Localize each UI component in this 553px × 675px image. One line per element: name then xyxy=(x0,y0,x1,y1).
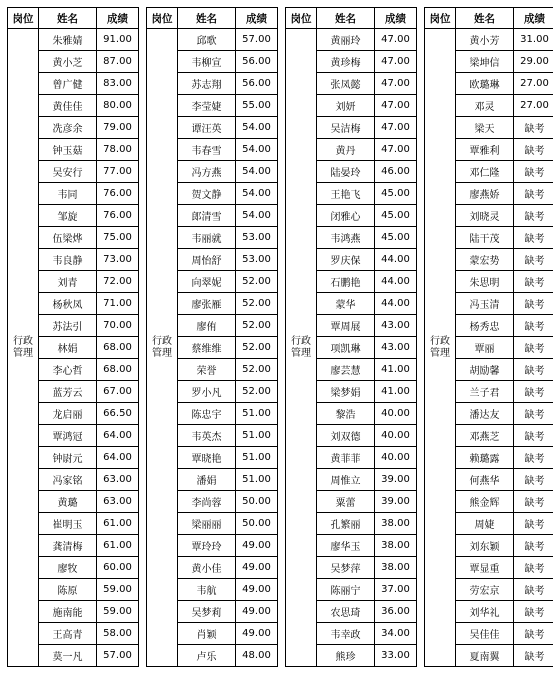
score-cell: 73.00 xyxy=(97,249,139,270)
header-row xyxy=(424,7,553,29)
name-cell: 韦英杰 xyxy=(178,425,236,446)
name-cell: 崔明玉 xyxy=(39,513,97,534)
name-cell: 韦幸政 xyxy=(317,623,375,644)
score-cell: 47.00 xyxy=(375,73,417,94)
score-cell: 缺考 xyxy=(514,249,553,270)
score-cell: 52.00 xyxy=(236,337,278,358)
score-cell: 44.00 xyxy=(375,271,417,292)
score-cell: 缺考 xyxy=(514,535,553,556)
name-cell: 刘东颖 xyxy=(456,535,514,556)
name-cell: 覃丽 xyxy=(456,337,514,358)
name-cell: 陈丽宁 xyxy=(317,579,375,600)
score-cell: 71.00 xyxy=(97,293,139,314)
score-cell: 缺考 xyxy=(514,293,553,314)
name-cell: 项凯琳 xyxy=(317,337,375,358)
header-name: 姓名 xyxy=(317,8,375,28)
score-cell: 51.00 xyxy=(236,447,278,468)
score-cell: 43.00 xyxy=(375,337,417,358)
header-position: 岗位 xyxy=(146,8,178,28)
name-cell: 劳宏京 xyxy=(456,579,514,600)
score-cell: 缺考 xyxy=(514,381,553,402)
score-cell: 47.00 xyxy=(375,95,417,116)
name-cell: 胡励馨 xyxy=(456,359,514,380)
position-label: 行政管理 xyxy=(13,335,33,359)
score-cell: 53.00 xyxy=(236,227,278,248)
name-cell: 林娟 xyxy=(39,337,97,358)
name-cell: 廖华玉 xyxy=(317,535,375,556)
score-cell: 64.00 xyxy=(97,425,139,446)
name-cell: 李莹婕 xyxy=(178,95,236,116)
name-cell: 黄丽玲 xyxy=(317,29,375,50)
score-cell: 44.00 xyxy=(375,249,417,270)
name-cell: 韦同 xyxy=(39,183,97,204)
score-cell: 54.00 xyxy=(236,161,278,182)
name-cell: 熊珍 xyxy=(317,645,375,666)
score-table-4 xyxy=(424,7,553,667)
score-cell: 27.00 xyxy=(514,95,553,116)
score-cell: 52.00 xyxy=(236,293,278,314)
header-row xyxy=(285,7,417,29)
name-cell: 龙启丽 xyxy=(39,403,97,424)
name-cell: 蒙华 xyxy=(317,293,375,314)
score-cell: 缺考 xyxy=(514,491,553,512)
score-cell: 58.00 xyxy=(97,623,139,644)
score-cell: 52.00 xyxy=(236,271,278,292)
score-cell: 31.00 xyxy=(514,29,553,50)
score-cell: 44.00 xyxy=(375,293,417,314)
score-cell: 54.00 xyxy=(236,117,278,138)
score-cell: 缺考 xyxy=(514,557,553,578)
name-cell: 周婕 xyxy=(456,513,514,534)
name-cell: 邱歌 xyxy=(178,29,236,50)
score-cell: 缺考 xyxy=(514,359,553,380)
position-merged-cell xyxy=(7,29,39,667)
score-cell: 缺考 xyxy=(514,117,553,138)
name-cell: 廖芸慧 xyxy=(317,359,375,380)
name-cell: 韦春雪 xyxy=(178,139,236,160)
score-cell: 49.00 xyxy=(236,623,278,644)
score-cell: 29.00 xyxy=(514,51,553,72)
name-cell: 熊金辉 xyxy=(456,491,514,512)
header-score: 成绩 xyxy=(514,8,553,28)
name-cell: 莫一凡 xyxy=(39,645,97,666)
name-cell: 梁梦娟 xyxy=(317,381,375,402)
name-cell: 李心哲 xyxy=(39,359,97,380)
header-name: 姓名 xyxy=(39,8,97,28)
name-cell: 韦丽就 xyxy=(178,227,236,248)
score-cell: 64.00 xyxy=(97,447,139,468)
score-cell: 47.00 xyxy=(375,29,417,50)
position-merged-cell xyxy=(285,29,317,667)
name-cell: 冯家铭 xyxy=(39,469,97,490)
score-cell: 54.00 xyxy=(236,205,278,226)
score-cell: 33.00 xyxy=(375,645,417,666)
header-row xyxy=(146,7,278,29)
name-cell: 卢乐 xyxy=(178,645,236,666)
name-cell: 潘娟 xyxy=(178,469,236,490)
score-cell: 缺考 xyxy=(514,601,553,622)
score-cell: 56.00 xyxy=(236,73,278,94)
name-cell: 陈原 xyxy=(39,579,97,600)
name-cell: 何燕华 xyxy=(456,469,514,490)
score-cell: 54.00 xyxy=(236,139,278,160)
score-cell: 66.50 xyxy=(97,403,139,424)
name-cell: 黄珍梅 xyxy=(317,51,375,72)
score-cell: 38.00 xyxy=(375,513,417,534)
name-cell: 朱思明 xyxy=(456,271,514,292)
name-cell: 钟玉菇 xyxy=(39,139,97,160)
name-cell: 覃鸿冠 xyxy=(39,425,97,446)
score-cell: 缺考 xyxy=(514,161,553,182)
score-cell: 缺考 xyxy=(514,271,553,292)
header-row xyxy=(7,7,139,29)
name-cell: 黄小佳 xyxy=(178,557,236,578)
name-cell: 曾广健 xyxy=(39,73,97,94)
name-cell: 刘青 xyxy=(39,271,97,292)
score-cell: 91.00 xyxy=(97,29,139,50)
score-cell: 76.00 xyxy=(97,183,139,204)
score-cell: 缺考 xyxy=(514,139,553,160)
score-cell: 39.00 xyxy=(375,469,417,490)
name-cell: 张凤懿 xyxy=(317,73,375,94)
name-cell: 蒙宏势 xyxy=(456,249,514,270)
score-cell: 57.00 xyxy=(97,645,139,666)
name-cell: 廖侑 xyxy=(178,315,236,336)
name-cell: 罗小凡 xyxy=(178,381,236,402)
position-label: 行政管理 xyxy=(152,335,172,359)
name-cell: 刘晓灵 xyxy=(456,205,514,226)
header-position: 岗位 xyxy=(424,8,456,28)
score-cell: 72.00 xyxy=(97,271,139,292)
name-cell: 陈忠宇 xyxy=(178,403,236,424)
score-cell: 51.00 xyxy=(236,425,278,446)
score-cell: 41.00 xyxy=(375,359,417,380)
name-cell: 谭汪英 xyxy=(178,117,236,138)
name-cell: 陆晏玲 xyxy=(317,161,375,182)
name-cell: 覃晓艳 xyxy=(178,447,236,468)
score-cell: 36.00 xyxy=(375,601,417,622)
score-table-1 xyxy=(7,7,139,667)
score-cell: 46.00 xyxy=(375,161,417,182)
score-cell: 79.00 xyxy=(97,117,139,138)
score-cell: 77.00 xyxy=(97,161,139,182)
name-cell: 朱雅婧 xyxy=(39,29,97,50)
name-cell: 伍梁烨 xyxy=(39,227,97,248)
name-cell: 韦航 xyxy=(178,579,236,600)
score-cell: 51.00 xyxy=(236,469,278,490)
score-cell: 缺考 xyxy=(514,425,553,446)
name-cell: 邓燕芝 xyxy=(456,425,514,446)
score-cell: 80.00 xyxy=(97,95,139,116)
name-cell: 潘达友 xyxy=(456,403,514,424)
name-cell: 覃玲玲 xyxy=(178,535,236,556)
name-cell: 苏法引 xyxy=(39,315,97,336)
score-cell: 55.00 xyxy=(236,95,278,116)
score-cell: 52.00 xyxy=(236,381,278,402)
score-cell: 61.00 xyxy=(97,535,139,556)
score-cell: 52.00 xyxy=(236,315,278,336)
score-cell: 63.00 xyxy=(97,491,139,512)
score-cell: 83.00 xyxy=(97,73,139,94)
name-cell: 陆干茂 xyxy=(456,227,514,248)
score-cell: 45.00 xyxy=(375,205,417,226)
score-cell: 78.00 xyxy=(97,139,139,160)
score-cell: 34.00 xyxy=(375,623,417,644)
score-cell: 50.00 xyxy=(236,513,278,534)
name-cell: 闭雅心 xyxy=(317,205,375,226)
score-cell: 39.00 xyxy=(375,491,417,512)
name-cell: 黄佳佳 xyxy=(39,95,97,116)
score-cell: 49.00 xyxy=(236,579,278,600)
score-cell: 59.00 xyxy=(97,579,139,600)
score-cell: 49.00 xyxy=(236,535,278,556)
name-cell: 廖燕娇 xyxy=(456,183,514,204)
name-cell: 赖璐露 xyxy=(456,447,514,468)
score-cell: 59.00 xyxy=(97,601,139,622)
score-cell: 75.00 xyxy=(97,227,139,248)
name-cell: 覃显重 xyxy=(456,557,514,578)
name-cell: 蔡维维 xyxy=(178,337,236,358)
header-score: 成绩 xyxy=(375,8,417,28)
name-cell: 苏志翔 xyxy=(178,73,236,94)
name-cell: 夏南翼 xyxy=(456,645,514,666)
name-cell: 王艳飞 xyxy=(317,183,375,204)
name-cell: 黄菲菲 xyxy=(317,447,375,468)
score-cell: 38.00 xyxy=(375,535,417,556)
name-cell: 蓝芳云 xyxy=(39,381,97,402)
name-cell: 邹旋 xyxy=(39,205,97,226)
score-cell: 缺考 xyxy=(514,205,553,226)
score-cell: 76.00 xyxy=(97,205,139,226)
name-cell: 冼彦余 xyxy=(39,117,97,138)
score-cell: 68.00 xyxy=(97,359,139,380)
position-merged-cell xyxy=(146,29,178,667)
name-cell: 梁坤信 xyxy=(456,51,514,72)
name-cell: 周惟立 xyxy=(317,469,375,490)
score-cell: 70.00 xyxy=(97,315,139,336)
score-cell: 缺考 xyxy=(514,183,553,204)
name-cell: 肖颖 xyxy=(178,623,236,644)
name-cell: 罗庆保 xyxy=(317,249,375,270)
score-cell: 40.00 xyxy=(375,403,417,424)
name-cell: 邓灵 xyxy=(456,95,514,116)
score-cell: 45.00 xyxy=(375,183,417,204)
name-cell: 廖牧 xyxy=(39,557,97,578)
name-cell: 邓仁隆 xyxy=(456,161,514,182)
score-table-2 xyxy=(146,7,278,667)
score-cell: 54.00 xyxy=(236,183,278,204)
name-cell: 冯玉清 xyxy=(456,293,514,314)
score-cell: 49.00 xyxy=(236,557,278,578)
header-position: 岗位 xyxy=(7,8,39,28)
score-cell: 56.00 xyxy=(236,51,278,72)
score-cell: 38.00 xyxy=(375,557,417,578)
score-cell: 缺考 xyxy=(514,579,553,600)
score-cell: 缺考 xyxy=(514,227,553,248)
header-name: 姓名 xyxy=(456,8,514,28)
score-cell: 缺考 xyxy=(514,447,553,468)
score-cell: 40.00 xyxy=(375,447,417,468)
name-cell: 黄丹 xyxy=(317,139,375,160)
score-cell: 45.00 xyxy=(375,227,417,248)
name-cell: 粟蕾 xyxy=(317,491,375,512)
name-cell: 荣誉 xyxy=(178,359,236,380)
name-cell: 周怡舒 xyxy=(178,249,236,270)
name-cell: 韦鸿燕 xyxy=(317,227,375,248)
header-score: 成绩 xyxy=(97,8,139,28)
score-cell: 47.00 xyxy=(375,139,417,160)
score-cell: 37.00 xyxy=(375,579,417,600)
score-cell: 缺考 xyxy=(514,315,553,336)
name-cell: 黄小芳 xyxy=(456,29,514,50)
name-cell: 黄璐 xyxy=(39,491,97,512)
position-label: 行政管理 xyxy=(291,335,311,359)
name-cell: 郎清雪 xyxy=(178,205,236,226)
score-cell: 87.00 xyxy=(97,51,139,72)
name-cell: 吴佳佳 xyxy=(456,623,514,644)
name-cell: 梁天 xyxy=(456,117,514,138)
name-cell: 吴洁梅 xyxy=(317,117,375,138)
score-cell: 51.00 xyxy=(236,403,278,424)
score-cell: 48.00 xyxy=(236,645,278,666)
header-name: 姓名 xyxy=(178,8,236,28)
score-cell: 61.00 xyxy=(97,513,139,534)
name-cell: 吴梦莉 xyxy=(178,601,236,622)
position-merged-cell xyxy=(424,29,456,667)
name-cell: 覃周展 xyxy=(317,315,375,336)
name-cell: 刘妍 xyxy=(317,95,375,116)
score-cell: 47.00 xyxy=(375,117,417,138)
score-cell: 49.00 xyxy=(236,601,278,622)
name-cell: 欧璐琳 xyxy=(456,73,514,94)
name-cell: 冯方燕 xyxy=(178,161,236,182)
score-cell: 43.00 xyxy=(375,315,417,336)
name-cell: 杨秋凤 xyxy=(39,293,97,314)
score-cell: 50.00 xyxy=(236,491,278,512)
score-cell: 47.00 xyxy=(375,51,417,72)
score-cell: 67.00 xyxy=(97,381,139,402)
name-cell: 黄小芝 xyxy=(39,51,97,72)
name-cell: 刘双德 xyxy=(317,425,375,446)
name-cell: 廖张雁 xyxy=(178,293,236,314)
score-cell: 40.00 xyxy=(375,425,417,446)
score-cell: 缺考 xyxy=(514,403,553,424)
header-position: 岗位 xyxy=(285,8,317,28)
name-cell: 贺文静 xyxy=(178,183,236,204)
score-cell: 63.00 xyxy=(97,469,139,490)
score-cell: 41.00 xyxy=(375,381,417,402)
score-cell: 缺考 xyxy=(514,623,553,644)
name-cell: 施南能 xyxy=(39,601,97,622)
header-score: 成绩 xyxy=(236,8,278,28)
name-cell: 覃雅利 xyxy=(456,139,514,160)
score-cell: 53.00 xyxy=(236,249,278,270)
score-cell: 52.00 xyxy=(236,359,278,380)
name-cell: 王高青 xyxy=(39,623,97,644)
name-cell: 石鹏艳 xyxy=(317,271,375,292)
name-cell: 兰子君 xyxy=(456,381,514,402)
score-cell: 68.00 xyxy=(97,337,139,358)
score-cell: 57.00 xyxy=(236,29,278,50)
name-cell: 刘华礼 xyxy=(456,601,514,622)
name-cell: 钟尉元 xyxy=(39,447,97,468)
name-cell: 孔繁丽 xyxy=(317,513,375,534)
score-cell: 60.00 xyxy=(97,557,139,578)
name-cell: 韦柳宣 xyxy=(178,51,236,72)
position-label: 行政管理 xyxy=(430,335,450,359)
name-cell: 吴梦萍 xyxy=(317,557,375,578)
name-cell: 黎浩 xyxy=(317,403,375,424)
name-cell: 农思琦 xyxy=(317,601,375,622)
score-cell: 缺考 xyxy=(514,337,553,358)
name-cell: 李尚蓉 xyxy=(178,491,236,512)
score-cell: 27.00 xyxy=(514,73,553,94)
score-table-3 xyxy=(285,7,417,667)
name-cell: 吴安行 xyxy=(39,161,97,182)
name-cell: 龚清梅 xyxy=(39,535,97,556)
score-cell: 缺考 xyxy=(514,469,553,490)
name-cell: 杨秀忠 xyxy=(456,315,514,336)
name-cell: 向翠妮 xyxy=(178,271,236,292)
name-cell: 韦良静 xyxy=(39,249,97,270)
score-cell: 缺考 xyxy=(514,513,553,534)
score-cell: 缺考 xyxy=(514,645,553,666)
name-cell: 梁丽丽 xyxy=(178,513,236,534)
